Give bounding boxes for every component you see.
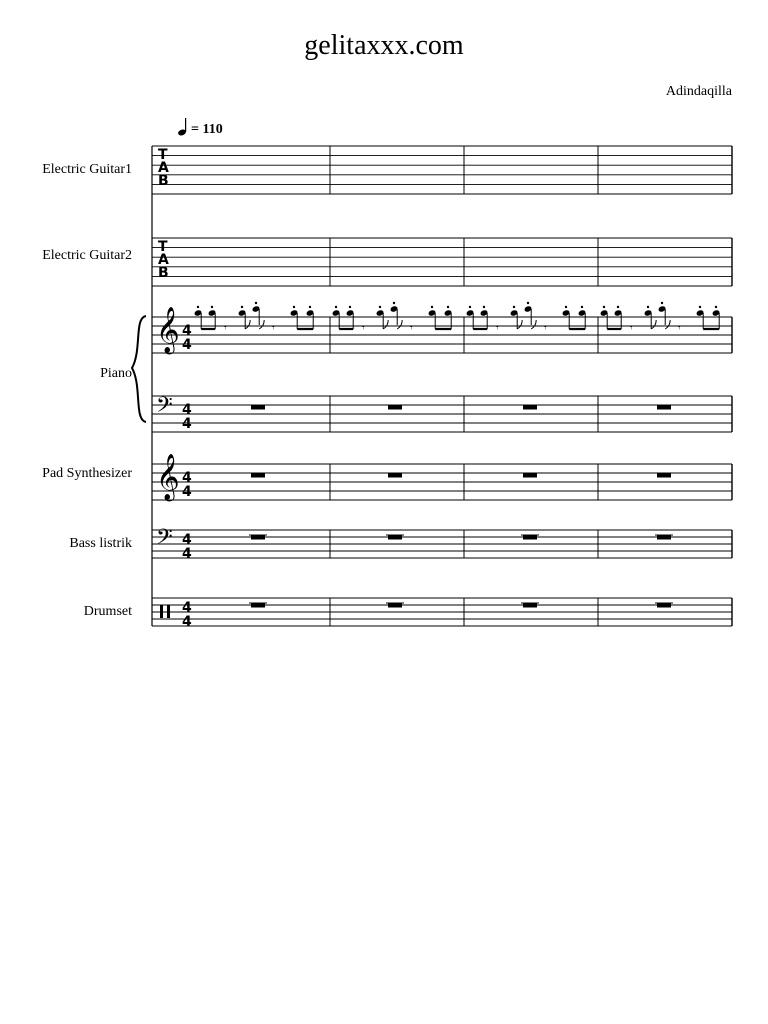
eighth-rest-icon: 𝄾 (362, 323, 365, 334)
bass-clef-icon: 𝄢 (156, 393, 173, 423)
staccato-dot (565, 306, 567, 308)
whole-rest-icon (523, 473, 537, 478)
tab-letter-t: T (158, 147, 168, 163)
treble-clef-icon: 𝄞 (156, 307, 180, 353)
staccato-dot (513, 306, 515, 308)
staccato-dot (393, 302, 395, 304)
tab-letter-b: B (158, 265, 169, 281)
instrument-label-bass-listrik: Bass listrik (69, 536, 132, 551)
staccato-dot (661, 302, 663, 304)
time-signature-denominator: 4 (182, 337, 192, 353)
whole-rest-icon (657, 535, 671, 540)
score-title: gelitaxxx.com (304, 30, 464, 61)
whole-rest-icon (251, 405, 265, 410)
time-signature-numerator: 4 (182, 600, 192, 616)
staccato-dot (603, 306, 605, 308)
tab-letter-a: A (158, 160, 169, 176)
note-flag (651, 320, 656, 329)
time-signature-denominator: 4 (182, 484, 192, 500)
instrument-label-electric-guitar2: Electric Guitar2 (42, 248, 132, 263)
tempo-value: = 110 (191, 122, 223, 137)
staccato-dot (469, 306, 471, 308)
piano-measure-2 (332, 302, 453, 329)
tab-letter-a: A (158, 252, 169, 268)
whole-rest-icon (388, 535, 402, 540)
time-signature-denominator: 4 (182, 416, 192, 432)
instrument-label-drumset: Drumset (83, 604, 132, 619)
time-signature-numerator: 4 (182, 532, 192, 548)
staccato-dot (431, 306, 433, 308)
staccato-dot (699, 306, 701, 308)
staccato-dot (647, 306, 649, 308)
electric-guitar1-tab-staff (152, 146, 732, 194)
staccato-dot (527, 302, 529, 304)
bass-clef-icon: 𝄢 (156, 525, 173, 555)
bass-listrik-staff (152, 530, 732, 558)
note-flag (397, 320, 402, 329)
staccato-dot (211, 306, 213, 308)
whole-rest-icon (388, 603, 402, 608)
whole-rest-icon (251, 535, 265, 540)
percussion-clef-icon (167, 605, 170, 618)
tab-letter-b: B (158, 173, 169, 189)
staccato-dot (241, 306, 243, 308)
note-flag (665, 320, 670, 329)
eighth-rest-icon: 𝄾 (496, 323, 499, 334)
staccato-dot (581, 306, 583, 308)
whole-rest-icon (251, 603, 265, 608)
time-signature-denominator: 4 (182, 546, 192, 562)
note-flag (383, 320, 388, 329)
staccato-dot (293, 306, 295, 308)
eighth-rest-icon: 𝄾 (410, 323, 413, 334)
time-signature-numerator: 4 (182, 323, 192, 339)
whole-rest-icon (657, 603, 671, 608)
note-flag (259, 320, 264, 329)
piano-measure-3 (466, 302, 587, 329)
staccato-dot (255, 302, 257, 304)
staccato-dot (483, 306, 485, 308)
eighth-rest-icon: 𝄾 (678, 323, 681, 334)
time-signature-numerator: 4 (182, 402, 192, 418)
composer-name: Adindaqilla (665, 84, 732, 99)
piano-bass-staff (152, 396, 732, 432)
tab-letter-t: T (158, 239, 168, 255)
note-flag (517, 320, 522, 329)
instrument-label-pad-synthesizer: Pad Synthesizer (42, 466, 132, 481)
instrument-label-electric-guitar1: Electric Guitar1 (42, 162, 132, 177)
piano-treble-staff (152, 317, 732, 353)
percussion-clef-icon (160, 605, 163, 618)
whole-rest-icon (523, 405, 537, 410)
whole-rest-icon (388, 473, 402, 478)
note-flag (245, 320, 250, 329)
piano-measure-1 (194, 302, 315, 329)
staccato-dot (349, 306, 351, 308)
time-signature-denominator: 4 (182, 614, 192, 630)
piano-brace (132, 316, 146, 422)
eighth-rest-icon: 𝄾 (224, 323, 227, 334)
staccato-dot (335, 306, 337, 308)
electric-guitar2-tab-staff (152, 238, 732, 286)
note-flag (531, 320, 536, 329)
whole-rest-icon (251, 473, 265, 478)
pad-synthesizer-staff (152, 464, 732, 500)
staccato-dot (715, 306, 717, 308)
staccato-dot (617, 306, 619, 308)
treble-clef-icon: 𝄞 (156, 454, 180, 500)
whole-rest-icon (657, 473, 671, 478)
whole-rest-icon (523, 603, 537, 608)
staccato-dot (309, 306, 311, 308)
eighth-rest-icon: 𝄾 (544, 323, 547, 334)
staccato-dot (379, 306, 381, 308)
drumset-staff (152, 598, 732, 626)
whole-rest-icon (388, 405, 402, 410)
staccato-dot (447, 306, 449, 308)
piano-measure-4 (600, 302, 721, 329)
time-signature-numerator: 4 (182, 470, 192, 486)
eighth-rest-icon: 𝄾 (630, 323, 633, 334)
instrument-label-piano: Piano (100, 366, 132, 381)
whole-rest-icon (523, 535, 537, 540)
whole-rest-icon (657, 405, 671, 410)
staccato-dot (197, 306, 199, 308)
eighth-rest-icon: 𝄾 (272, 323, 275, 334)
